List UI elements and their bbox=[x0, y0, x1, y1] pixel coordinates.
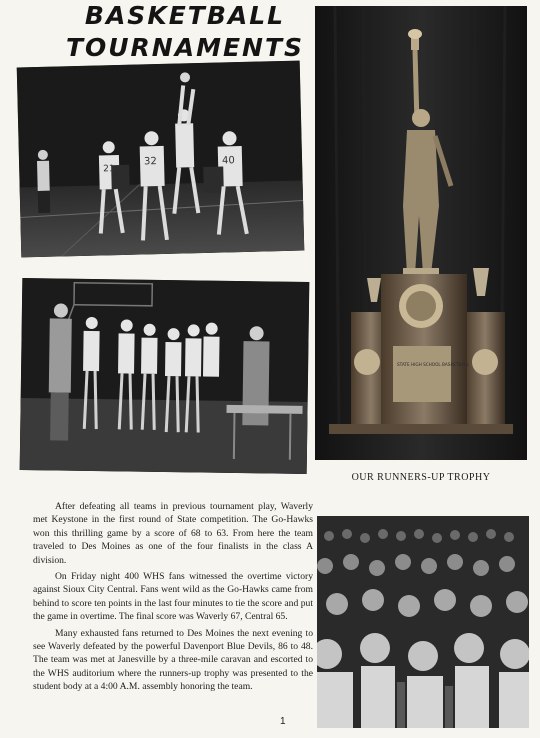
article-body bbox=[33, 500, 313, 697]
page-title bbox=[60, 0, 310, 64]
team-presentation-photo bbox=[20, 278, 310, 474]
page-number: 1 bbox=[280, 716, 286, 727]
jersey-number: 32 bbox=[143, 156, 157, 168]
article-paragraph: On Friday night 400 WHS fans witnessed the overtime victory against Sioux City Central. Fans went wild as the Go-Hawks came from behind to score ten points in the last four minutes to tie the score and put the game in overtime. The final score was Waverly 67, Central 65. bbox=[33, 571, 313, 623]
article-paragraph: Many exhausted fans returned to Des Moines the next evening to see Waverly defeated by the powerful Davenport Blue Devils, 86 to 48. The team was met at Janesville by a three-mile caravan and escorted to the WHS auditorium where the runners-up trophy was presented to the student body at a 4:00 A.M. assembly honoring the team. bbox=[33, 627, 313, 693]
article-paragraph: After defeating all teams in previous tournament play, Waverly met Keystone in the first round of State competition. The Go-Hawks won this thrilling game by a score of 68 to 63. From here the team traveled to Des Moines as one of the four finalists in the class A division. bbox=[33, 501, 313, 566]
title-line-1: BASKETBALL bbox=[84, 1, 286, 30]
title-line-2: TOURNAMENTS bbox=[65, 33, 305, 62]
trophy-plaque-text: STATE HIGH SCHOOL BASKETBALL bbox=[397, 362, 469, 367]
jersey-number: 40 bbox=[221, 155, 235, 167]
game-action-photo bbox=[17, 61, 305, 258]
trophy-caption: OUR RUNNERS-UP TROPHY bbox=[351, 472, 491, 483]
runners-up-trophy-photo bbox=[315, 6, 527, 460]
crowd-of-fans-photo bbox=[317, 516, 529, 728]
jersey-number: 21 bbox=[103, 164, 115, 175]
